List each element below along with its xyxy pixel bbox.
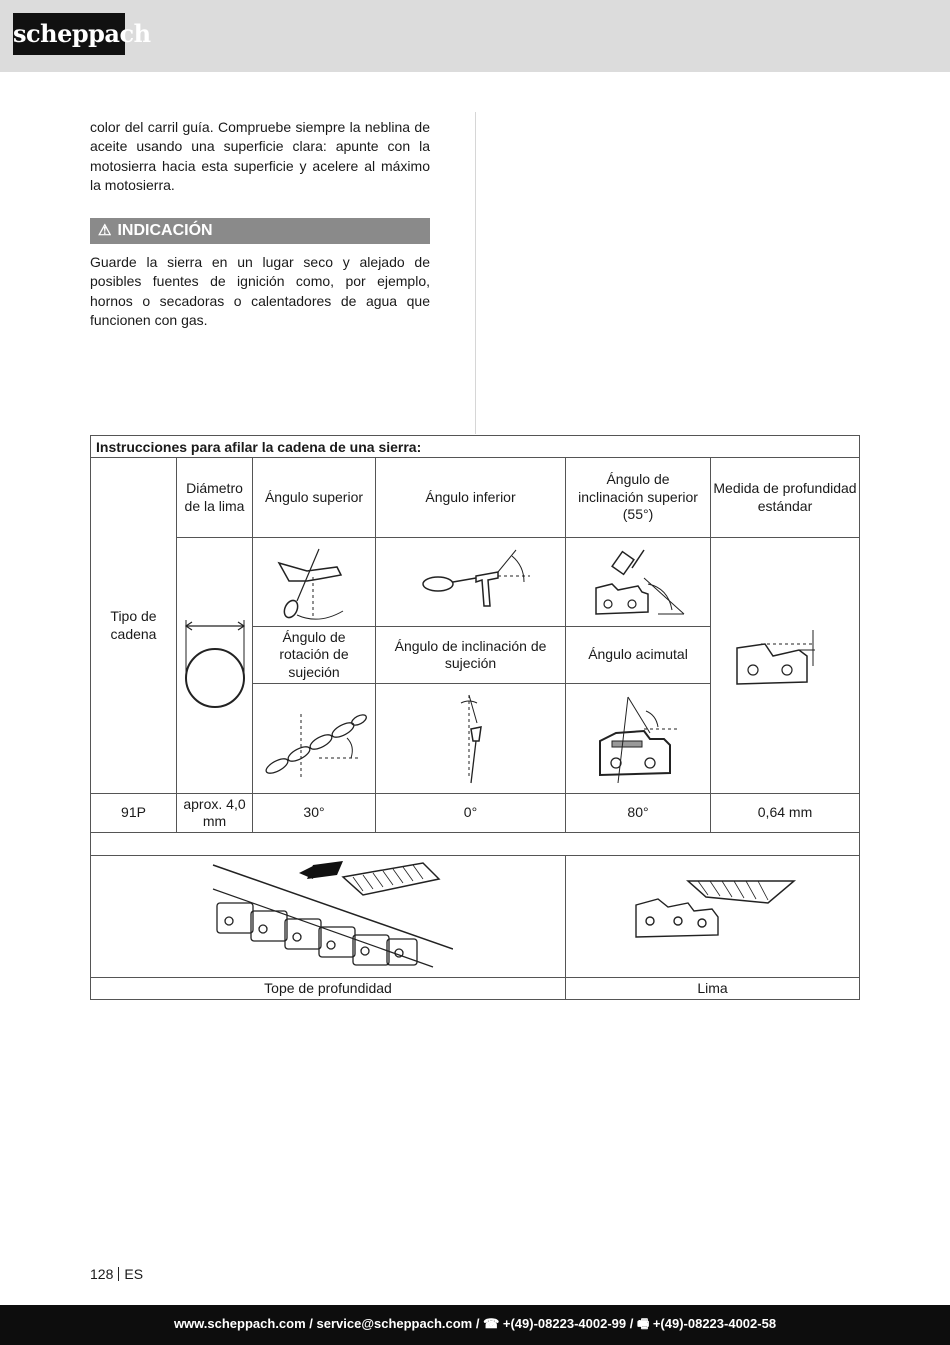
caption-file: Lima: [565, 977, 860, 1000]
azimuth-chain-icon: [588, 689, 688, 789]
notice-title: INDICACIÓN: [117, 222, 213, 239]
notice-text: Guarde la sierra en un lugar seco y alejado de posibles fuentes de ignición como, por ejemplo, hornos o secadoras o calentadores de agua que funcionen con gas.: [90, 254, 430, 329]
top-angle-diagram: [252, 537, 376, 627]
column-divider: [475, 112, 476, 434]
header-azimuth: Ángulo acimutal: [565, 626, 711, 684]
top-angle-value: 30°: [252, 793, 376, 833]
clamp-rotation-chain-icon: [259, 694, 369, 784]
footer-contact-bar: [0, 1305, 950, 1345]
depth-stop-illustration: [90, 855, 566, 978]
top-tilt-angle-diagram: [565, 537, 711, 627]
file-cross-section-icon: [180, 616, 250, 716]
page-number-value: 128: [90, 1266, 114, 1282]
page-separator: [118, 1267, 119, 1281]
page-language: ES: [124, 1266, 144, 1282]
warning-icon: ⚠: [98, 222, 112, 239]
bottom-angle-value: 0°: [375, 793, 566, 833]
table-title: Instrucciones para afilar la cadena de una sierra:: [90, 435, 860, 458]
footer-contact-text: www.scheppach.com / service@scheppach.com / ☎ +(49)-08223-4002-99 / 🖷 +(49)-08223-4002-58: [173, 1316, 777, 1331]
azimuth-diagram: [565, 683, 711, 794]
top-angle-file-icon: [259, 541, 369, 623]
header-clamp-rotation: Ángulo de rotación de sujeción: [252, 626, 376, 684]
clamp-tilt-file-icon: [431, 689, 511, 789]
bottom-angle-file-icon: [406, 542, 536, 622]
clamp-tilt-diagram: [375, 683, 566, 794]
header-file-diameter: Diámetro de la lima: [176, 457, 253, 538]
header-bottom-angle: Ángulo inferior: [375, 457, 566, 538]
file-diameter-value: aprox. 4,0 mm: [176, 793, 253, 833]
depth-diagram: [710, 537, 860, 794]
chain-type-label: Tipo de cadena: [90, 457, 177, 794]
depth-value: 0,64 mm: [710, 793, 860, 833]
file-illustration: [565, 855, 860, 978]
brand-logo: scheppach: [13, 13, 125, 55]
spacer-row: [90, 832, 860, 856]
top-tilt-chain-icon: [588, 542, 688, 622]
paragraph-oil-mist: color del carril guía. Compruebe siempre la neblina de aceite usando una superficie clara: apunte con la motosierra hacia esta superficie y acelere al máximo la motosierra.: [90, 119, 430, 194]
header-clamp-tilt: Ángulo de inclinación de sujeción: [375, 626, 566, 684]
file-on-chain-icon: [628, 877, 798, 957]
page-number: [90, 1266, 143, 1282]
clamp-rotation-diagram: [252, 683, 376, 794]
header-top-angle: Ángulo superior: [252, 457, 376, 538]
tilt-angle-value: 80°: [565, 793, 711, 833]
header-top-tilt-angle: Ángulo de inclinación superior (55°): [565, 457, 711, 538]
caption-depth-stop: Tope de profundidad: [90, 977, 566, 1000]
sharpening-table: [90, 435, 860, 1000]
depth-stop-file-guide-icon: [203, 859, 453, 975]
header-depth: Medida de profundidad estándar: [710, 457, 860, 538]
bottom-angle-diagram: [375, 537, 566, 627]
file-diameter-diagram: [176, 537, 253, 794]
chain-type-value: 91P: [90, 793, 177, 833]
depth-gauge-chain-icon: [725, 626, 845, 706]
notice-header: [90, 218, 430, 244]
